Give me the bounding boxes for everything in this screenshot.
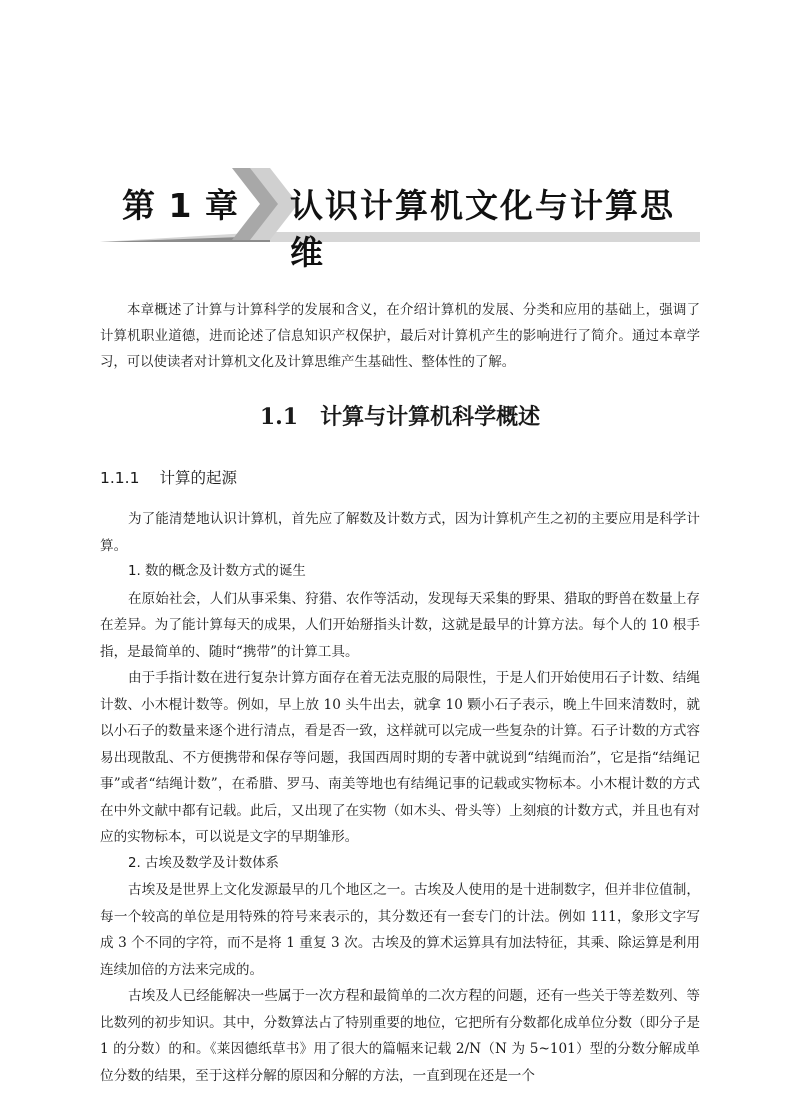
chapter-title: 认识计算机文化与计算思维 — [290, 186, 675, 272]
subsection-heading — [100, 466, 237, 488]
intro-paragraph: 本章概述了计算与计算科学的发展和含义，在介绍计算机的发展、分类和应用的基础上，强调了计算机职业道德，进而论述了信息知识产权保护，最后对计算机产生的影响进行了简介。通过本章学习，可以使读者对计算机文化及计算思维产生基础性、整体性的了解。 — [100, 303, 700, 370]
body-text — [100, 506, 700, 1089]
paragraph: 为了能清楚地认识计算机，首先应了解数及计数方式，因为计算机产生之初的主要应用是科学计算。 — [100, 511, 700, 554]
chapter-banner — [100, 160, 700, 272]
paragraph: 在原始社会，人们从事采集、狩猎、农作等活动，发现每天采集的野果、猎取的野兽在数量上存在差异。为了能计算每天的成果，人们开始掰指头计数，这就是最早的计算方法。每个人的 10 根手指，是最简单的、随时“携带”的计算工具。 — [100, 590, 700, 660]
section-number: 1.1 — [259, 404, 299, 430]
subsection-title: 计算的起源 — [159, 469, 237, 487]
paragraph: 由于手指计数在进行复杂计算方面存在着无法克服的局限性，于是人们开始使用石子计数、结绳计数、小木棍计数等。例如，早上放 10 头牛出去，就拿 10 颗小石子表示，晚上牛回来清数时，就以小石子的数量来逐个进行清点，看是否一致，这样就可以完成一些复杂的计算。石子计数的方式容易出现散乱、不方便携带和保存等问题，我国西周时期的专著中就说到“结绳而治”，它是指“结绳记事”或者“结绳计数”，在希腊、罗马、南美等地也有结绳记事的记载或实物标本。小木棍计数的方式在中外文献中都有记载。此后，又出现了在实物（如木头、骨头等）上刻痕的计数方式，并且也有对应的实物标本，可以说是文字的早期雏形。 — [100, 670, 700, 845]
paragraph: 古埃及是世界上文化发源最早的几个地区之一。古埃及人使用的是十进制数字，但并非位值制，每一个较高的单位是用特殊的符号来表示的，其分数还有一套专门的计法。例如 111，象形文字写成 3 个不同的字符，而不是将 1 重复 3 次。古埃及的算术运算具有加法特征，其乘、除运算是利用连续加倍的方法来完成的。 — [100, 882, 700, 978]
chapter-intro — [100, 298, 700, 376]
subsection-number: 1.1.1 — [100, 469, 140, 487]
item-heading: 2. 古埃及数学及计数体系 — [128, 855, 279, 871]
section-title: 计算与计算机科学概述 — [320, 405, 541, 430]
section-heading — [100, 400, 700, 431]
paragraph: 古埃及人已经能解决一些属于一次方程和最简单的二次方程的问题，还有一些关于等差数列、等比数列的初步知识。其中，分数算法占了特别重要的地位，它把所有分数都化成单位分数（即分子是 1 的分数）的和。《莱因德纸草书》用了很大的篇幅来记载 2/N（N 为 5~101）型的分数分解成单位分数的结果，至于这样分解的原因和分解的方法，一直到现在还是一个 — [100, 988, 700, 1084]
chapter-label: 第 1 章 — [122, 186, 239, 225]
item-heading: 1. 数的概念及计数方式的诞生 — [128, 564, 306, 579]
